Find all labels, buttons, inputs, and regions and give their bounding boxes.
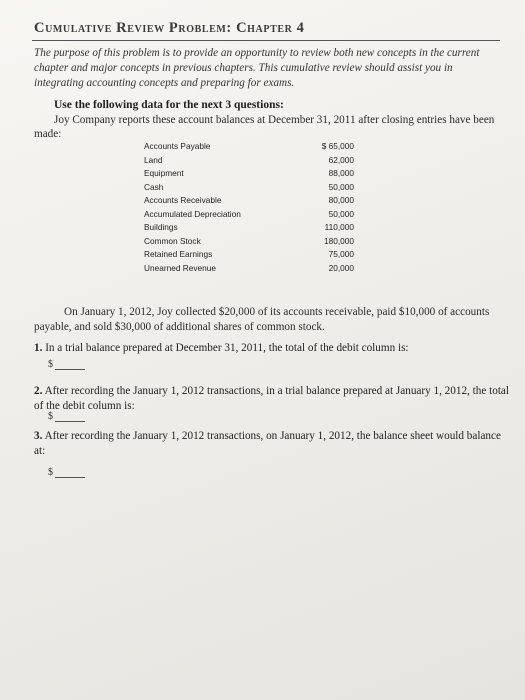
question-number: 1.: [34, 342, 43, 354]
question-2: [34, 384, 510, 414]
table-row: [144, 263, 354, 277]
answer-blank-2[interactable]: [48, 411, 85, 422]
account-name: Buildings: [144, 222, 178, 232]
table-row: [144, 182, 354, 196]
dollar-sign: $: [48, 359, 53, 370]
account-value: 110,000: [324, 222, 354, 232]
account-name: Equipment: [144, 168, 184, 178]
account-value: 75,000: [328, 249, 354, 259]
account-value: 50,000: [328, 181, 354, 192]
page-title: Cumulative Review Problem: Chapter 4: [34, 20, 305, 36]
dollar-sign: $: [48, 467, 53, 478]
table-row: [144, 236, 354, 250]
question-number: 3.: [34, 430, 43, 442]
answer-blank-1[interactable]: [48, 359, 85, 370]
question-1: [34, 341, 510, 356]
account-value: 62,000: [328, 154, 354, 165]
account-value: $ 65,000: [321, 141, 354, 151]
transactions-paragraph: On January 1, 2012, Joy collected $20,000 of its accounts receivable, paid $10,000 of accounts payable, and sold $30,000 of additional shares of common stock.: [34, 306, 490, 333]
balances-paragraph: Joy Company reports these account balances at December 31, 2011 after closing entries have been made:: [34, 114, 495, 140]
intro-paragraph: The purpose of this problem is to provide an opportunity to review both new concepts in the current chapter and major concepts in previous chapters. This cumulative review should assist you in integrating accounting concepts and preparing for exams.: [34, 47, 480, 89]
account-name: Cash: [144, 181, 164, 192]
answer-line: [55, 412, 85, 422]
account-value: 50,000: [328, 208, 354, 219]
title-divider: [32, 40, 500, 41]
account-balances-table: [144, 141, 354, 276]
account-name: Accounts Receivable: [144, 195, 222, 205]
dollar-sign: $: [48, 411, 53, 422]
account-value: 88,000: [328, 168, 354, 178]
question-text: After recording the January 1, 2012 transactions, on January 1, 2012, the balance sheet would balance at:: [34, 430, 501, 457]
account-name: Unearned Revenue: [144, 262, 216, 273]
account-value: 20,000: [328, 262, 354, 273]
question-text: After recording the January 1, 2012 transactions, in a trial balance prepared at January 1, 2012, the total of the debit column is:: [34, 385, 510, 412]
account-value: 80,000: [328, 195, 354, 205]
account-name: Land: [144, 154, 163, 165]
table-row: [144, 141, 354, 155]
table-row: [144, 195, 354, 209]
table-row: [144, 249, 354, 263]
account-name: Accumulated Depreciation: [144, 208, 241, 219]
answer-blank-3[interactable]: [48, 467, 85, 478]
account-name: Accounts Payable: [144, 141, 211, 151]
account-value: 180,000: [324, 235, 354, 246]
question-3: [34, 429, 510, 459]
account-name: Common Stock: [144, 235, 201, 246]
table-row: [144, 168, 354, 182]
table-row: [144, 222, 354, 236]
question-number: 2.: [34, 385, 43, 397]
answer-line: [55, 360, 85, 370]
account-name: Retained Earnings: [144, 249, 213, 259]
answer-line: [55, 468, 85, 478]
table-row: [144, 155, 354, 169]
data-heading: Use the following data for the next 3 questions:: [54, 99, 284, 111]
question-text: In a trial balance prepared at December 31, 2011, the total of the debit column is:: [45, 342, 409, 354]
table-row: [144, 209, 354, 223]
